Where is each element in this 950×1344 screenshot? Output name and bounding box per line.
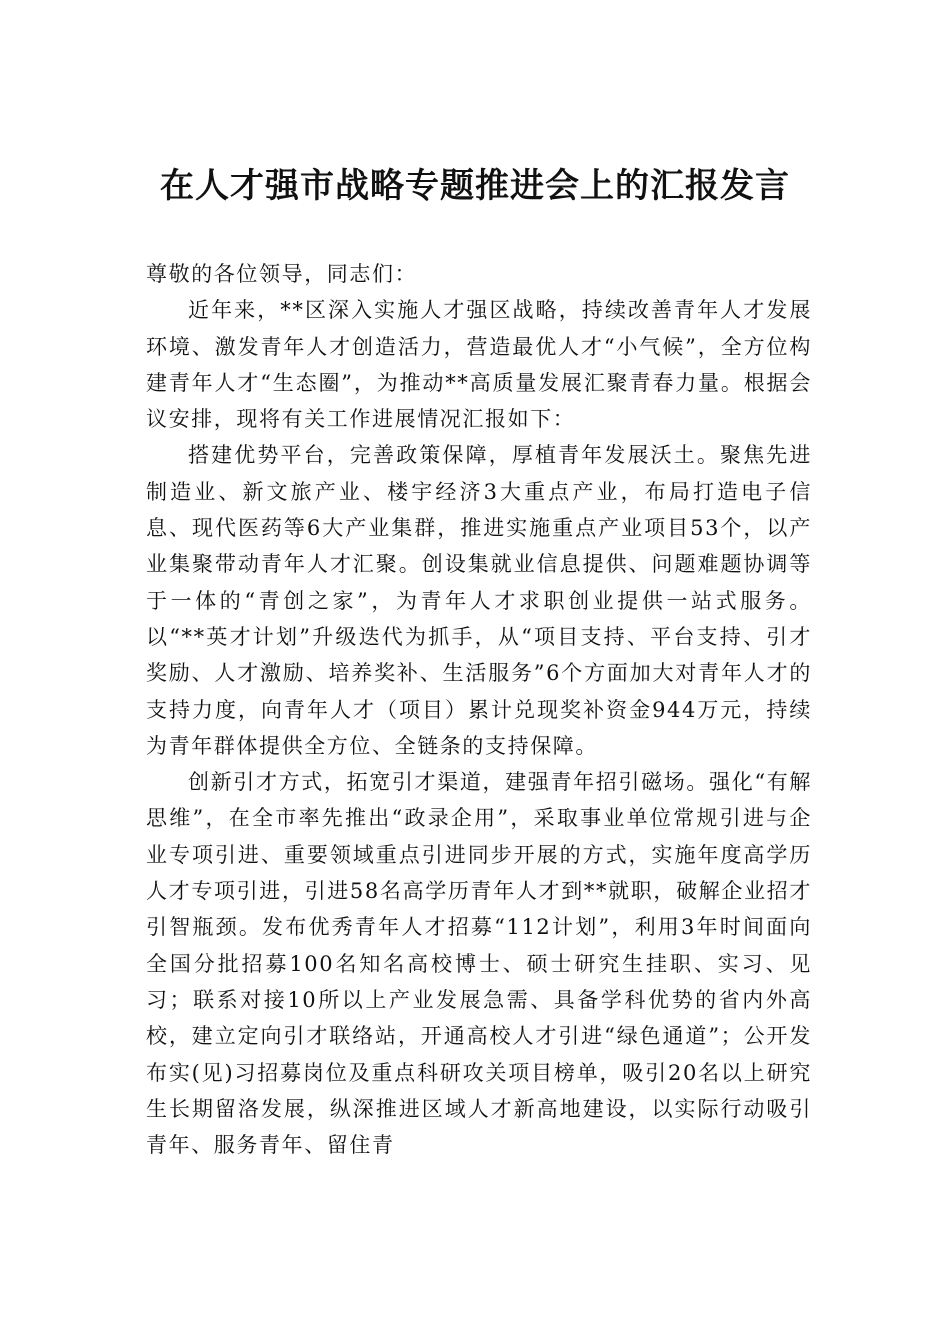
- paragraph-platform: 搭建优势平台，完善政策保障，厚植青年发展沃土。聚焦先进制造业、新文旅产业、楼宇经济3大重点产业，布局打造电子信息、现代医药等6大产业集群，推进实施重点产业项目53个，以产业集聚带动青年人才汇聚。创设集就业信息提供、问题难题协调等于一体的“青创之家”，为青年人才求职创业提供一站式服务。以“**英才计划”升级迭代为抓手，从“项目支持、平台支持、引才奖励、人才激励、培养奖补、生活服务”6个方面加大对青年人才的支持力度，向青年人才（项目）累计兑现奖补资金944万元，持续为青年群体提供全方位、全链条的支持保障。: [146, 443, 812, 758]
- document-title: 在人才强市战略专题推进会上的汇报发言: [160, 166, 790, 206]
- paragraph-intro: 近年来，**区深入实施人才强区战略，持续改善青年人才发展环境、激发青年人才创造活力，营造最优人才“小气候”，全方位构建青年人才“生态圈”，为推动**高质量发展汇聚青春力量。根据会议安排，现将有关工作进展情况汇报如下：: [146, 298, 812, 432]
- document-body: [146, 256, 812, 1163]
- paragraph-recruitment: 创新引才方式，拓宽引才渠道，建强青年招引磁场。强化“有解思维”，在全市率先推出“政录企用”，采取事业单位常规引进与企业专项引进、重要领域重点引进同步开展的方式，实施年度高学历人才专项引进，引进58名高学历青年人才到**就职，破解企业招才引智瓶颈。发布优秀青年人才招募“112计划”，利用3年时间面向全国分批招募100名知名高校博士、硕士研究生挂职、实习、见习；联系对接10所以上产业发展急需、具备学科优势的省内外高校，建立定向引才联络站，开通高校人才引进“绿色通道”；公开发布实(见)习招募岗位及重点科研攻关项目榜单，吸引20名以上研究生长期留洛发展，纵深推进区域人才新高地建设，以实际行动吸引青年、服务青年、留住青: [146, 770, 812, 1158]
- salutation: 尊敬的各位领导，同志们：: [146, 262, 418, 286]
